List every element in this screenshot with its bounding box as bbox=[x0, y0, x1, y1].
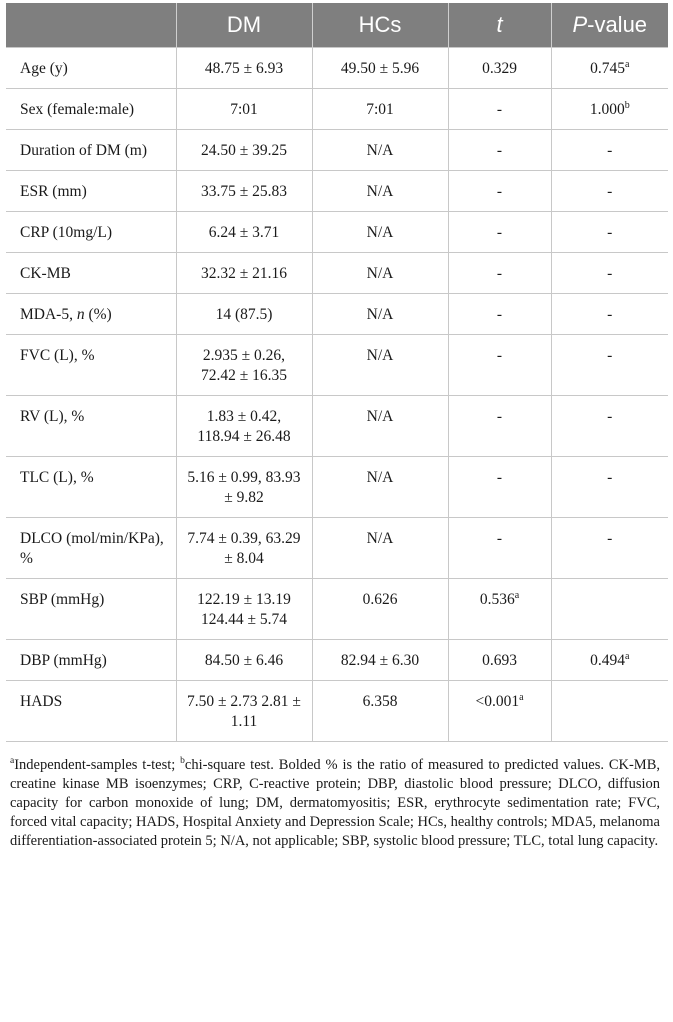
cell-hcs-text: N/A bbox=[366, 265, 394, 282]
cell-variable-italic: n bbox=[76, 306, 85, 323]
cell-dm bbox=[176, 294, 312, 335]
cell-p-value-text: - bbox=[607, 530, 613, 547]
cell-variable bbox=[6, 518, 176, 579]
cell-hcs-text: 0.626 bbox=[362, 591, 398, 608]
cell-hcs-text: N/A bbox=[366, 347, 394, 364]
cell-hcs bbox=[312, 518, 448, 579]
cell-p-value bbox=[551, 640, 668, 681]
cell-hcs bbox=[312, 89, 448, 130]
cell-dm bbox=[176, 171, 312, 212]
cell-variable-text: MDA-5, bbox=[20, 306, 77, 323]
table-row bbox=[6, 396, 668, 457]
cell-t-text: - bbox=[496, 142, 503, 159]
cell-variable bbox=[6, 253, 176, 294]
cell-t-text: - bbox=[496, 306, 503, 323]
cell-hcs bbox=[312, 130, 448, 171]
cell-hcs bbox=[312, 396, 448, 457]
cell-variable-text: ESR (mm) bbox=[20, 183, 87, 200]
cell-hcs-text: N/A bbox=[366, 408, 394, 425]
cell-p-value bbox=[551, 171, 668, 212]
cell-hcs-text: 49.50 ± 5.96 bbox=[340, 60, 420, 77]
footnote-part-b: chi-square test. Bolded % is the ratio of measured to predicted values. CK-MB, creatine kinase MB isoenzymes; CRP, C-reactive protein; DBP, diastolic blood pressure; DLCO, diffusion capacity for carbon monoxide of lung; DM, dermatomyositis; ESR, erythrocyte sedimentation rate; FVC, forced vital capacity; HADS, Hospital Anxiety and Depression Scale; HCs, healthy controls; MDA5, melanoma differentiation-associated protein 5; N/A, not applicable; SBP, systolic blood pressure; TLC, total lung capacity. bbox=[10, 757, 660, 849]
cell-dm-text: 6.24 ± 3.71 bbox=[208, 224, 280, 241]
cell-t-text: - bbox=[496, 224, 503, 241]
cell-hcs bbox=[312, 212, 448, 253]
header-dm: DM bbox=[176, 3, 312, 48]
cell-p-value-text: 0.745 bbox=[590, 60, 625, 77]
cell-dm-text: 33.75 ± 25.83 bbox=[200, 183, 287, 200]
cell-dm bbox=[176, 518, 312, 579]
cell-variable-text: DBP (mmHg) bbox=[20, 652, 107, 669]
cell-p-value-text: - bbox=[607, 224, 613, 241]
header-row bbox=[6, 3, 668, 48]
header-t bbox=[448, 3, 551, 48]
cell-p-value-text: - bbox=[607, 306, 613, 323]
cell-variable-suffix: (%) bbox=[84, 306, 112, 323]
cell-hcs bbox=[312, 457, 448, 518]
cell-dm-text: 7:01 bbox=[230, 101, 258, 118]
cell-p-value-text: - bbox=[607, 469, 613, 486]
cell-variable-text: FVC (L), % bbox=[20, 347, 95, 364]
cell-p-value bbox=[551, 396, 668, 457]
cell-variable-text: HADS bbox=[20, 693, 63, 710]
cell-hcs-text: 7:01 bbox=[366, 101, 394, 118]
cell-variable-text: CRP (10mg/L) bbox=[20, 224, 113, 241]
cell-p-value-text: 1.000 bbox=[589, 101, 625, 118]
cell-variable bbox=[6, 396, 176, 457]
cell-variable bbox=[6, 294, 176, 335]
cell-dm bbox=[176, 681, 312, 742]
cell-dm bbox=[176, 579, 312, 640]
cell-t bbox=[448, 171, 551, 212]
header-p-label: P bbox=[572, 12, 588, 37]
cell-p-value bbox=[551, 130, 668, 171]
cell-dm bbox=[176, 457, 312, 518]
table-row bbox=[6, 518, 668, 579]
cell-t-text: - bbox=[496, 265, 503, 282]
cell-dm-text: 7.50 ± 2.73 2.81 ± 1.11 bbox=[187, 693, 301, 730]
cell-variable bbox=[6, 171, 176, 212]
data-table bbox=[6, 3, 668, 742]
cell-p-value-footnote-mark: b bbox=[624, 99, 630, 111]
cell-variable bbox=[6, 579, 176, 640]
table-row bbox=[6, 130, 668, 171]
cell-t-text: <0.001 bbox=[475, 693, 520, 710]
cell-dm-text: 5.16 ± 0.99, 83.93 ± 9.82 bbox=[187, 469, 301, 506]
cell-dm bbox=[176, 212, 312, 253]
cell-p-value-text: - bbox=[607, 265, 613, 282]
cell-hcs bbox=[312, 171, 448, 212]
cell-t bbox=[448, 681, 551, 742]
cell-dm-text: 14 (87.5) bbox=[215, 306, 273, 323]
cell-t-footnote-mark: a bbox=[519, 691, 524, 703]
cell-p-value bbox=[551, 457, 668, 518]
table-row bbox=[6, 681, 668, 742]
cell-variable-text: Duration of DM (m) bbox=[20, 142, 147, 159]
cell-hcs-text: 82.94 ± 6.30 bbox=[340, 652, 420, 669]
cell-hcs bbox=[312, 681, 448, 742]
cell-variable-text: RV (L), % bbox=[20, 408, 85, 425]
cell-hcs bbox=[312, 579, 448, 640]
table-page bbox=[6, 3, 668, 851]
cell-variable bbox=[6, 89, 176, 130]
header-t-label: t bbox=[496, 12, 503, 37]
cell-hcs-text: N/A bbox=[366, 469, 394, 486]
cell-p-value bbox=[551, 579, 668, 640]
cell-hcs-text: N/A bbox=[366, 224, 394, 241]
table-row bbox=[6, 253, 668, 294]
table-row bbox=[6, 457, 668, 518]
cell-dm-text: 84.50 ± 6.46 bbox=[204, 652, 284, 669]
cell-t bbox=[448, 48, 551, 89]
cell-variable-text: SBP (mmHg) bbox=[20, 591, 105, 608]
cell-p-value bbox=[551, 212, 668, 253]
cell-p-value bbox=[551, 335, 668, 396]
header-variable bbox=[6, 3, 176, 48]
cell-dm bbox=[176, 396, 312, 457]
cell-t bbox=[448, 396, 551, 457]
cell-dm-text: 32.32 ± 21.16 bbox=[200, 265, 287, 282]
cell-p-value bbox=[551, 48, 668, 89]
cell-t bbox=[448, 579, 551, 640]
cell-variable-text: CK-MB bbox=[20, 265, 71, 282]
cell-variable bbox=[6, 457, 176, 518]
cell-dm bbox=[176, 253, 312, 294]
cell-t-text: 0.329 bbox=[482, 60, 517, 77]
cell-p-value bbox=[551, 681, 668, 742]
cell-p-value bbox=[551, 294, 668, 335]
cell-hcs-text: N/A bbox=[366, 306, 394, 323]
cell-t bbox=[448, 253, 551, 294]
cell-p-value bbox=[551, 89, 668, 130]
cell-t-text: - bbox=[496, 408, 503, 425]
cell-p-value-text: - bbox=[607, 183, 613, 200]
cell-t-text: - bbox=[496, 101, 503, 118]
header-hcs: HCs bbox=[312, 3, 448, 48]
cell-variable-text: Sex (female:male) bbox=[20, 101, 135, 118]
cell-t bbox=[448, 640, 551, 681]
cell-dm-text: 24.50 ± 39.25 bbox=[200, 142, 287, 159]
cell-hcs-text: N/A bbox=[366, 142, 394, 159]
cell-t bbox=[448, 457, 551, 518]
cell-dm bbox=[176, 48, 312, 89]
cell-dm-text: 122.19 ± 13.19 124.44 ± 5.74 bbox=[197, 591, 291, 628]
table-row bbox=[6, 89, 668, 130]
cell-t-text: - bbox=[496, 347, 503, 364]
cell-p-value-footnote-mark: a bbox=[624, 650, 630, 662]
cell-p-value bbox=[551, 253, 668, 294]
cell-t-footnote-mark: a bbox=[514, 589, 520, 601]
cell-variable bbox=[6, 130, 176, 171]
table-row bbox=[6, 294, 668, 335]
cell-t bbox=[448, 335, 551, 396]
cell-p-value bbox=[551, 518, 668, 579]
cell-dm-text: 1.83 ± 0.42, 118.94 ± 26.48 bbox=[197, 408, 291, 445]
cell-hcs bbox=[312, 640, 448, 681]
cell-t bbox=[448, 130, 551, 171]
cell-hcs-text: 6.358 bbox=[362, 693, 398, 710]
table-row bbox=[6, 579, 668, 640]
cell-variable-text: TLC (L), % bbox=[20, 469, 94, 486]
footnote-sup-b: b bbox=[180, 756, 185, 767]
cell-dm-text: 48.75 ± 6.93 bbox=[204, 60, 284, 77]
cell-t bbox=[448, 518, 551, 579]
cell-variable bbox=[6, 640, 176, 681]
cell-t-text: - bbox=[496, 469, 503, 486]
cell-p-value-text: 0.494 bbox=[590, 652, 625, 669]
cell-variable bbox=[6, 335, 176, 396]
cell-hcs-text: N/A bbox=[366, 530, 394, 547]
cell-t-text: 0.693 bbox=[482, 652, 517, 669]
header-p-suffix: -value bbox=[587, 12, 648, 37]
cell-t bbox=[448, 212, 551, 253]
cell-t-text: - bbox=[496, 183, 503, 200]
footnote-sup-a: a bbox=[10, 756, 15, 767]
cell-t bbox=[448, 294, 551, 335]
cell-dm-text: 7.74 ± 0.39, 63.29 ± 8.04 bbox=[187, 530, 301, 567]
header-p-value bbox=[551, 3, 668, 48]
table-body bbox=[6, 48, 668, 742]
cell-t-text: 0.536 bbox=[479, 591, 515, 608]
cell-dm bbox=[176, 640, 312, 681]
cell-p-value-footnote-mark: a bbox=[624, 58, 630, 70]
cell-variable bbox=[6, 681, 176, 742]
table-row bbox=[6, 640, 668, 681]
table-row bbox=[6, 335, 668, 396]
cell-p-value-text: - bbox=[607, 347, 613, 364]
cell-dm bbox=[176, 89, 312, 130]
footnote-part-a: Independent-samples t-test; bbox=[14, 757, 181, 773]
table-row bbox=[6, 212, 668, 253]
cell-t-text: - bbox=[496, 530, 503, 547]
cell-p-value-text: - bbox=[607, 142, 613, 159]
table-footnote bbox=[6, 742, 668, 851]
table-row bbox=[6, 48, 668, 89]
cell-hcs bbox=[312, 294, 448, 335]
cell-variable bbox=[6, 48, 176, 89]
cell-variable bbox=[6, 212, 176, 253]
cell-hcs bbox=[312, 335, 448, 396]
cell-t bbox=[448, 89, 551, 130]
cell-dm bbox=[176, 335, 312, 396]
cell-hcs bbox=[312, 48, 448, 89]
cell-variable-text: DLCO (mol/min/KPa), % bbox=[20, 530, 164, 567]
cell-hcs bbox=[312, 253, 448, 294]
cell-dm bbox=[176, 130, 312, 171]
cell-variable-text: Age (y) bbox=[20, 60, 68, 77]
cell-hcs-text: N/A bbox=[366, 183, 394, 200]
cell-dm-text: 2.935 ± 0.26, 72.42 ± 16.35 bbox=[200, 347, 287, 384]
cell-p-value-text: - bbox=[607, 408, 613, 425]
table-row bbox=[6, 171, 668, 212]
